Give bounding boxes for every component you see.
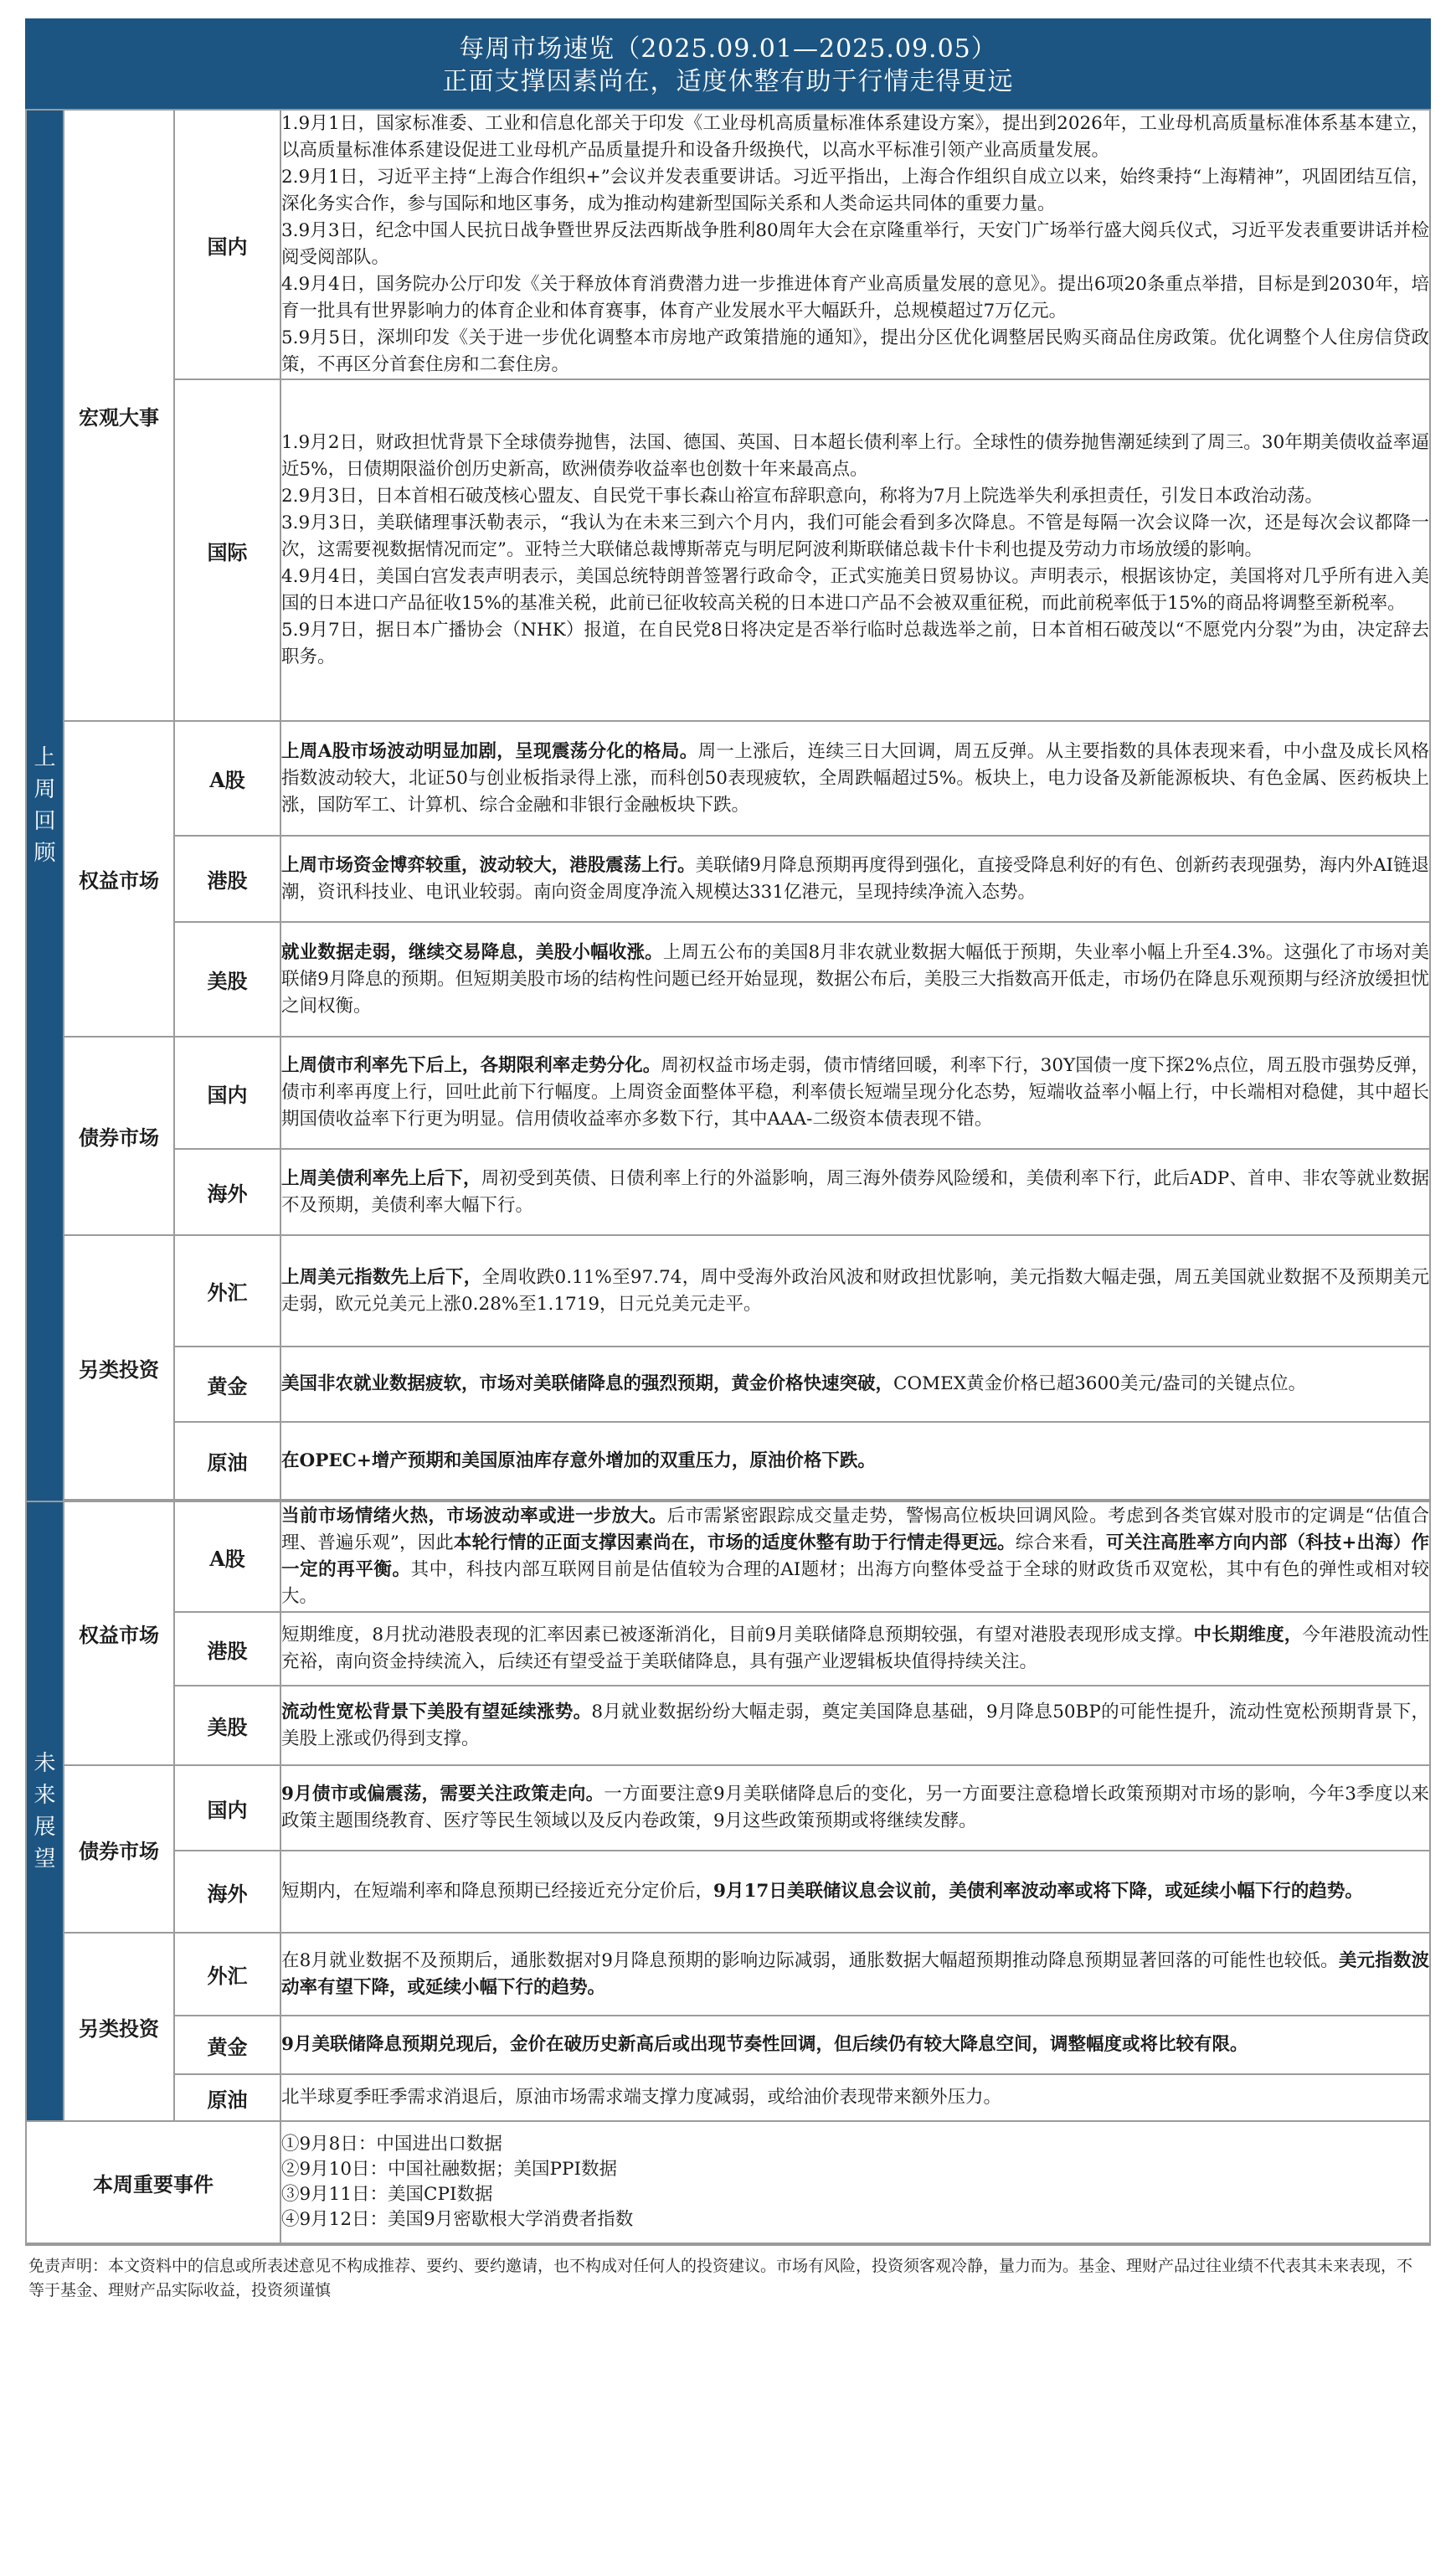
sub-outlook-bond-overseas: 海外: [174, 1851, 280, 1933]
bond-overseas-body: 周初受到英债、日债利率上行的外溢影响，周三海外债券风险缓和，美债利率下行，此后ADP、首申、非农等就业数据不及预期，美债利率大幅下行。: [281, 1167, 1429, 1216]
row-review-equity-hk: [26, 836, 1430, 922]
sub-hk: 港股: [174, 836, 280, 922]
equity-a-body: 周一上涨后，连续三日大回调，周五反弹。从主要指数的具体表现来看，中小盘及成长风格指数波动较大，北证50与创业板指录得上涨，而科创50表现疲软，全周跌幅超过5%。板块上，电力设备及新能源板块、有色金属、医药板块上涨，国防军工、计算机、综合金融和非银行金融板块下跌。: [281, 740, 1429, 816]
equity-us-bold: 就业数据走弱，继续交易降息，美股小幅收涨。: [281, 941, 663, 963]
outlook-fx-body: 在8月就业数据不及预期后，通胀数据对9月降息预期的影响边际减弱，通胀数据大幅超预期推动降息预期显著回落的可能性也较低。: [281, 1949, 1339, 1971]
sub-oil: 原油: [174, 1422, 280, 1500]
macro-international-text: [280, 379, 1430, 721]
outlook-hk-p2: 中长期维度，: [1193, 1625, 1303, 1645]
alt-oil-bold: 在OPEC+增产预期和美国原油库存意外增加的双重压力，原油价格下跌。: [281, 1450, 876, 1471]
row-review-equity-us: [26, 922, 1430, 1037]
row-outlook-alt-fx: [26, 1933, 1430, 2016]
outlook-bond-overseas-text: [280, 1851, 1430, 1933]
row-review-alt-gold: [26, 1347, 1430, 1422]
macro-intl-item: 3.9月3日，美联储理事沃勒表示，“我认为在未来三到六个月内，我们可能会看到多次降息。不管是每隔一次会议降一次，还是每次会议都降一次，这需要视数据情况而定”。亚特兰大联储总裁博斯蒂克与明尼阿波利斯联储总裁卡什卡利也提及劳动力市场放缓的影响。: [281, 512, 1429, 560]
outlook-us-body: 8月就业数据纷纷大幅走弱，奠定美国降息基础，9月降息50BP的可能性提升，流动性宽松预期背景下，美股上涨或仍得到支撑。: [281, 1701, 1429, 1749]
outlook-bond-domestic-text: [280, 1765, 1430, 1851]
category-outlook-alt: 另类投资: [64, 1933, 174, 2121]
outlook-hk-p3: 今年港股流动性充裕，南向资金持续流入，后续还有望受益于美联储降息，具有强产业逻辑板块值得持续关注。: [281, 1625, 1429, 1672]
category-alt: 另类投资: [64, 1235, 174, 1500]
outlook-a-p5: 可关注高胜率方向内部（科技+出海）作一定的再平衡。: [281, 1532, 1429, 1580]
sub-outlook-hk: 港股: [174, 1612, 280, 1686]
outlook-us-bold: 流动性宽松背景下美股有望延续涨势。: [281, 1701, 592, 1723]
event-item: ②9月10日：中国社融数据；美国PPI数据: [281, 2159, 617, 2180]
section-review: 上周回顾: [26, 110, 64, 1501]
equity-us-body: 上周五公布的美国8月非农就业数据大幅低于预期，失业率小幅上升至4.3%。这强化了市场对美联储9月降息的预期。但短期美股市场的结构性问题已经开始显现，数据公布后，美股三大指数高开低走，市场仍在降息乐观预期与经济放缓担忧之间权衡。: [281, 941, 1429, 1017]
sub-macro-domestic: 国内: [174, 110, 280, 379]
macro-intl-item: 4.9月4日，美国白宫发表声明表示，美国总统特朗普签署行政命令，正式实施美日贸易协议。声明表示，根据该协定，美国将对几乎所有进入美国的日本进口产品征收15%的基准关税，此前已征收较高关税的日本进口产品不会被双重征税，而此前税率低于15%的商品将调整至新税率。: [281, 566, 1429, 614]
event-item: ③9月11日：美国CPI数据: [281, 2184, 493, 2205]
row-events: [26, 2121, 1430, 2243]
events-label: 本周重要事件: [26, 2121, 280, 2243]
category-outlook-bond: 债券市场: [64, 1765, 174, 1933]
equity-us-text: [280, 922, 1430, 1037]
outlook-hk-text: [280, 1612, 1430, 1686]
row-review-macro-intl: [26, 379, 1430, 721]
row-review-bond-domestic: [26, 1037, 1430, 1149]
bond-overseas-bold: 上周美债利率先上后下，: [281, 1167, 481, 1189]
bond-domestic-bold: 上周债市利率先下后上，各期限利率走势分化。: [281, 1055, 661, 1076]
event-item: ④9月12日：美国9月密歇根大学消费者指数: [281, 2209, 634, 2230]
alt-fx-bold: 上周美元指数先上后下，: [281, 1266, 482, 1288]
outlook-a-p6: 其中，科技内部互联网目前是估值较为合理的AI题材；出海方向整体受益于全球的财政货币双宽松，其中有色的弹性或相对较大。: [281, 1559, 1429, 1607]
outlook-bond-domestic-bold: 9月债市或偏震荡，需要关注政策走向。: [281, 1784, 605, 1805]
row-review-alt-fx: [26, 1235, 1430, 1347]
report-subtitle: 正面支撑因素尚在，适度休整有助于行情走得更远: [442, 67, 1014, 96]
outlook-fx-bold: 美元指数波动率有望下降，或延续小幅下行的趋势。: [281, 1949, 1429, 1998]
macro-domestic-item: 1.9月1日，国家标准委、工业和信息化部关于印发《工业母机高质量标准体系建设方案》，提出到2026年，工业母机高质量标准体系基本建立，以高质量标准体系建设促进工业母机产品质量提升和设备升级换代，以高水平标准引领产业高质量发展。: [281, 113, 1429, 161]
sub-gold: 黄金: [174, 1347, 280, 1422]
outlook-bond-overseas-bold: 9月17日美联储议息会议前，美债利率波动率或将下降，或延续小幅下行的趋势。: [713, 1881, 1363, 1902]
outlook-a-p3: 本轮行情的正面支撑因素尚在，市场的适度休整有助于行情走得更远。: [453, 1532, 1016, 1553]
macro-domestic-item: 2.9月1日，习近平主持“上海合作组织+”会议并发表重要讲话。习近平指出，上海合作组织自成立以来，始终秉持“上海精神”，巩固团结互信，深化务实合作，参与国际和地区事务，成为推动构建新型国际关系和人类命运共同体的重要力量。: [281, 167, 1429, 214]
equity-hk-bold: 上周市场资金博弈较重，波动较大，港股震荡上行。: [281, 854, 696, 876]
sub-outlook-us: 美股: [174, 1686, 280, 1765]
events-list: [280, 2121, 1430, 2243]
sub-fx: 外汇: [174, 1235, 280, 1347]
macro-domestic-item: 3.9月3日，纪念中国人民抗日战争暨世界反法西斯战争胜利80周年大会在京隆重举行，天安门广场举行盛大阅兵仪式，习近平发表重要讲话并检阅受阅部队。: [281, 220, 1429, 268]
sub-outlook-bond-domestic: 国内: [174, 1765, 280, 1851]
macro-intl-item: 2.9月3日，日本首相石破茂核心盟友、自民党干事长森山裕宣布辞职意向，称将为7月上院选举失利承担责任，引发日本政治动荡。: [281, 486, 1324, 507]
outlook-a-p1: 当前市场情绪火热，市场波动率或进一步放大。: [281, 1506, 667, 1527]
alt-oil-text: [280, 1422, 1430, 1500]
macro-intl-item: 5.9月7日，据日本广播协会（NHK）报道，在自民党8日将决定是否举行临时总裁选举之前，日本首相石破茂以“不愿党内分裂”为由，决定辞去职务。: [281, 620, 1429, 667]
category-bond: 债券市场: [64, 1037, 174, 1235]
bond-domestic-text: [280, 1037, 1430, 1149]
sub-bond-domestic: 国内: [174, 1037, 280, 1149]
category-macro: 宏观大事: [64, 110, 174, 721]
outlook-bond-overseas-body: 短期内，在短端利率和降息预期已经接近充分定价后，: [281, 1881, 714, 1902]
sub-outlook-gold: 黄金: [174, 2016, 280, 2074]
category-outlook-equity: 权益市场: [64, 1501, 174, 1765]
sub-macro-international: 国际: [174, 379, 280, 721]
alt-fx-text: [280, 1235, 1430, 1347]
sub-us: 美股: [174, 922, 280, 1037]
row-outlook-bond-domestic: [26, 1765, 1430, 1851]
sub-outlook-fx: 外汇: [174, 1933, 280, 2016]
macro-domestic-item: 5.9月5日，深圳印发《关于进一步优化调整本市房地产政策措施的通知》，提出分区优化调整居民购买商品住房政策。优化调整个人住房信贷政策，不再区分首套住房和二套住房。: [281, 327, 1429, 375]
row-outlook-bond-overseas: [26, 1851, 1430, 1933]
equity-hk-body: 美联储9月降息预期再度得到强化，直接受降息利好的有色、创新药表现强势，海内外AI链退潮，资讯科技业、电讯业较弱。南向资金周度净流入规模达331亿港元，呈现持续净流入态势。: [281, 854, 1429, 903]
market-table: [25, 109, 1431, 2244]
equity-a-bold: 上周A股市场波动明显加剧，呈现震荡分化的格局。: [281, 740, 698, 762]
bond-domestic-body: 周初权益市场走弱，债市情绪回暖，利率下行，30Y国债一度下探2%点位，周五股市强势反弹，债市利率再度上行，回吐此前下行幅度。上周资金面整体平稳，利率债长短端呈现分化态势，短端收益率小幅上行，中长端相对稳健，其中超长期国债收益率下行更为明显。信用债收益率亦多数下行，其中AAA-二级资本债表现不错。: [281, 1055, 1429, 1130]
macro-domestic-item: 4.9月4日，国务院办公厅印发《关于释放体育消费潜力进一步推进体育产业高质量发展的意见》。提出6项20条重点举措，目标是到2030年，培育一批具有世界影响力的体育企业和体育赛事，体育产业发展水平大幅跃升，总规模超过7万亿元。: [281, 274, 1429, 322]
outlook-a-p2: 后市需紧密跟踪成交量走势，警惕高位板块回调风险。考虑到各类官媒对股市的定调是“估值合理、普遍乐观”，因此: [281, 1506, 1429, 1553]
report-header: [25, 18, 1431, 109]
outlook-bond-domestic-body: 一方面要注意9月美联储降息后的变化，另一方面要注意稳增长政策预期对市场的影响，今年3季度以来政策主题围绕教育、医疗等民生领域以及反内卷政策，9月这些政策预期或将继续发酵。: [281, 1784, 1429, 1831]
row-outlook-equity-hk: [26, 1612, 1430, 1686]
row-outlook-alt-oil: [26, 2074, 1430, 2121]
alt-fx-body: 全周收跌0.11%至97.74，周中受海外政治风波和财政担忧影响，美元指数大幅走强，周五美国就业数据不及预期美元走弱，欧元兑美元上涨0.28%至1.1719，日元兑美元走平。: [281, 1266, 1429, 1315]
alt-gold-text: [280, 1347, 1430, 1422]
sub-outlook-oil: 原油: [174, 2074, 280, 2121]
sub-bond-overseas: 海外: [174, 1149, 280, 1235]
bond-overseas-text: [280, 1149, 1430, 1235]
sub-outlook-a-share: A股: [174, 1501, 280, 1612]
outlook-a-p4: 综合来看，: [1015, 1532, 1107, 1553]
equity-a-text: [280, 721, 1430, 836]
outlook-hk-p1: 短期维度，8月扰动港股表现的汇率因素已被逐渐消化，目前9月美联储降息预期较强，有望对港股表现形成支撑。: [281, 1625, 1194, 1645]
outlook-a-text: [280, 1501, 1430, 1612]
row-review-bond-overseas: [26, 1149, 1430, 1235]
alt-gold-bold: 美国非农就业数据疲软，市场对美联储降息的强烈预期，黄金价格快速突破，: [281, 1373, 894, 1394]
row-outlook-alt-gold: [26, 2016, 1430, 2074]
macro-intl-item: 1.9月2日，财政担忧背景下全球债券抛售，法国、德国、英国、日本超长债利率上行。全球性的债券抛售潮延续到了周三。30年期美债收益率逼近5%，日债期限溢价创历史新高，欧洲债券收益率也创数十年来最高点。: [281, 432, 1429, 480]
sub-a-share: A股: [174, 721, 280, 836]
outlook-gold-text: [280, 2016, 1430, 2074]
macro-domestic-text: [280, 110, 1430, 379]
outlook-oil-text: 北半球夏季旺季需求消退后，原油市场需求端支撑力度减弱，或给油价表现带来额外压力。: [280, 2074, 1430, 2121]
event-item: ①9月8日：中国进出口数据: [281, 2134, 502, 2155]
outlook-us-text: [280, 1686, 1430, 1765]
section-outlook: 未来展望: [26, 1501, 64, 2121]
outlook-fx-text: [280, 1933, 1430, 2016]
row-review-macro-domestic: [26, 110, 1430, 379]
category-equity: 权益市场: [64, 721, 174, 1037]
disclaimer: 免责声明：本文资料中的信息或所表述意见不构成推荐、要约、要约邀请，也不构成对任何人的投资建议。市场有风险，投资须客观冷静，量力而为。基金、理财产品过往业绩不代表其未来表现，不等于基金、理财产品实际收益，投资须谨慎: [25, 2244, 1431, 2303]
outlook-gold-bold: 9月美联储降息预期兑现后，金价在破历史新高后或出现节奏性回调，但后续仍有较大降息空间，调整幅度或将比较有限。: [281, 2034, 1248, 2055]
row-outlook-equity-a: [26, 1501, 1430, 1612]
row-outlook-equity-us: [26, 1686, 1430, 1765]
row-review-alt-oil: [26, 1422, 1430, 1500]
equity-hk-text: [280, 836, 1430, 922]
alt-gold-body: COMEX黄金价格已超3600美元/盎司的关键点位。: [893, 1373, 1307, 1394]
report-title: 每周市场速览（2025.09.01—2025.09.05）: [459, 34, 997, 64]
row-review-equity-a: [26, 721, 1430, 836]
